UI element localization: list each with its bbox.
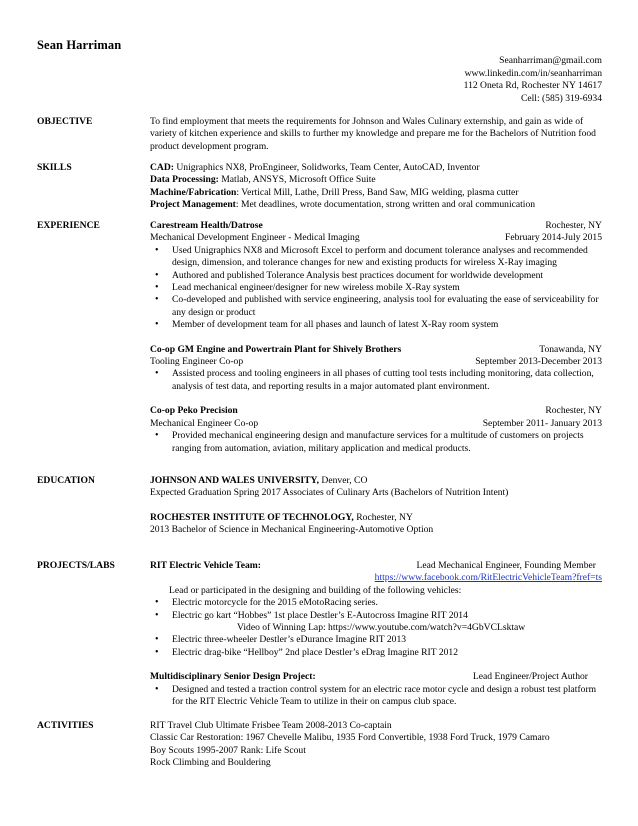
activities-list <box>150 720 602 770</box>
project-bullets <box>150 597 602 622</box>
contact-address: 112 Oneta Rd, Rochester NY 14617 <box>463 80 602 92</box>
job-company: Carestream Health/Datrose <box>150 220 263 231</box>
contact-phone: Cell: (585) 319-6934 <box>520 92 602 104</box>
job-bullets <box>150 430 602 455</box>
project-role: Lead Engineer/Project Author <box>472 671 588 683</box>
skills-label: SKILLS <box>37 162 72 173</box>
school-name: ROCHESTER INSTITUTE OF TECHNOLOGY, <box>150 511 354 523</box>
activity-line: Rock Climbing and Bouldering <box>150 757 271 769</box>
objective-label: OBJECTIVE <box>37 116 93 127</box>
education-list <box>150 475 602 537</box>
skills-list <box>150 162 602 212</box>
contact-email[interactable]: Seanharriman@gmail.com <box>499 55 602 66</box>
school-name: JOHNSON AND WALES UNIVERSITY, <box>150 475 320 486</box>
contact-linkedin[interactable]: www.linkedin.com/in/seanharriman <box>464 67 602 79</box>
skill-key: Project Management <box>150 199 236 211</box>
list-item: • Electric three-wheeler Destler’s eDurance Imagine RIT 2013 <box>150 634 602 646</box>
school-detail: Expected Graduation Spring 2017 Associates of Culinary Arts (Bachelors of Nutrition Intent) <box>150 487 509 499</box>
job-dates: September 2013-December 2013 <box>475 356 602 368</box>
job-entry <box>150 344 602 394</box>
school-detail: 2013 Bachelor of Science in Mechanical Engineering-Automotive Option <box>150 524 434 536</box>
skill-value: Unigraphics NX8, ProEngineer, Solidworks, Team Center, AutoCAD, Inventor <box>173 162 480 173</box>
project-bullets <box>150 634 602 659</box>
job-dates: September 2011- January 2013 <box>482 417 602 429</box>
job-entry <box>150 405 602 455</box>
skill-value: Matlab, ANSYS, Microsoft Office Suite <box>218 174 376 186</box>
activities-label: ACTIVITIES <box>37 720 94 731</box>
experience-list <box>150 220 602 455</box>
skill-value: : Met deadlines, wrote documentation, strong written and oral communication <box>235 199 536 211</box>
job-bullets <box>150 245 602 332</box>
job-location: Tonawanda, NY <box>539 343 602 355</box>
list-item: • Used Unigraphics NX8 and Microsoft Excel to perform and document tolerance analyses and recommended design, dimension, and tolerance changes for new and existing products for wireless X-Ray imaging <box>150 245 602 270</box>
project-name: Multidisciplinary Senior Design Project: <box>150 671 316 683</box>
resume-name: Sean Harriman <box>37 38 122 52</box>
project-role: Lead Mechanical Engineer, Founding Member <box>416 560 596 571</box>
contact-block <box>464 55 602 105</box>
activity-line: Boy Scouts 1995-2007 Rank: Life Scout <box>150 744 306 756</box>
list-item: • Electric go kart “Hobbes” 1st place Destler’s E-Autocross Imagine RIT 2014 <box>150 610 602 622</box>
job-bullets <box>150 368 602 393</box>
skill-line <box>150 162 602 174</box>
list-item: • Electric motorcycle for the 2015 eMotoRacing series. <box>150 597 602 609</box>
project-name: RIT Electric Vehicle Team: <box>150 560 261 571</box>
job-entry <box>150 220 602 332</box>
job-dates: February 2014-July 2015 <box>505 232 602 244</box>
skill-key: Data Processing: <box>150 174 219 186</box>
job-company: Co-op Peko Precision <box>150 405 238 417</box>
skill-line <box>150 199 602 211</box>
list-item: • Lead mechanical engineer/designer for new wireless mobile X-Ray system <box>150 282 602 294</box>
skill-line <box>150 187 602 199</box>
projects-label: PROJECTS/LABS <box>37 560 115 571</box>
project-link[interactable]: https://www.facebook.com/RitElectricVehicleTeam?fref=ts <box>374 572 602 584</box>
project-intro: Lead or participated in the designing and building of the following vehicles: <box>169 584 462 596</box>
job-company: Co-op GM Engine and Powertrain Plant for Shively Brothers <box>150 343 402 355</box>
job-location: Rochester, NY <box>545 220 602 231</box>
skill-key: Machine/Fabrication <box>150 186 237 198</box>
project-entry <box>150 671 602 708</box>
objective-text: To find employment that meets the requirements for Johnson and Wales Culinary externship, and gain as wide of variety of kitchen experience and skills to further my knowledge and prepare me for the Bachelors of Nutrition food product development program. <box>150 116 596 152</box>
job-title: Mechanical Development Engineer - Medical Imaging <box>150 232 360 244</box>
list-item: • Authored and published Tolerance Analysis best practices document for worldwide development <box>150 270 602 282</box>
list-item: • Co-developed and published with service engineering, analysis tool for evaluating the ease of serviceability for any design or product <box>150 294 602 319</box>
list-item: • Designed and tested a traction control system for an electric race motor cycle and design a robust test platform for the RIT Electric Vehicle Team to utilize in their on campus club space. <box>150 684 602 709</box>
project-entry <box>150 560 602 659</box>
job-title: Tooling Engineer Co-op <box>150 356 244 368</box>
project-video[interactable]: Video of Winning Lap: https://www.youtube.com/watch?v=4GbVCLsktaw <box>237 622 526 634</box>
school-location: Denver, CO <box>319 475 368 486</box>
education-label: EDUCATION <box>37 475 95 486</box>
activity-line: RIT Travel Club Ultimate Frisbee Team 2008-2013 Co-captain <box>150 720 392 731</box>
list-item: • Assisted process and tooling engineers in all phases of cutting tool tests including monitoring, data collection, analysis of test data, and reporting results in a major automated plant environment. <box>150 368 602 393</box>
skill-line <box>150 174 602 186</box>
school-location: Rochester, NY <box>353 511 413 523</box>
projects-list <box>150 560 602 708</box>
skill-key: CAD: <box>150 162 174 173</box>
school-entry <box>150 475 602 500</box>
project-bullets <box>150 684 602 709</box>
activity-line: Classic Car Restoration: 1967 Chevelle Malibu, 1935 Ford Convertible, 1938 Ford Truck, 1979 Camaro <box>150 732 550 744</box>
list-item: • Member of development team for all phases and launch of latest X-Ray room system <box>150 319 602 331</box>
list-item: • Provided mechanical engineering design and manufacture services for a multitude of customers on projects ranging from automation, aviation, military application and medical products. <box>150 430 602 455</box>
job-title: Mechanical Engineer Co-op <box>150 417 259 429</box>
skill-value: : Vertical Mill, Lathe, Drill Press, Band Saw, MIG welding, plasma cutter <box>236 186 519 198</box>
school-entry <box>150 512 602 537</box>
job-location: Rochester, NY <box>545 405 602 417</box>
experience-label: EXPERIENCE <box>37 220 100 231</box>
list-item: • Electric drag-bike “Hellboy” 2nd place Destler’s eDrag Imagine RIT 2012 <box>150 647 602 659</box>
